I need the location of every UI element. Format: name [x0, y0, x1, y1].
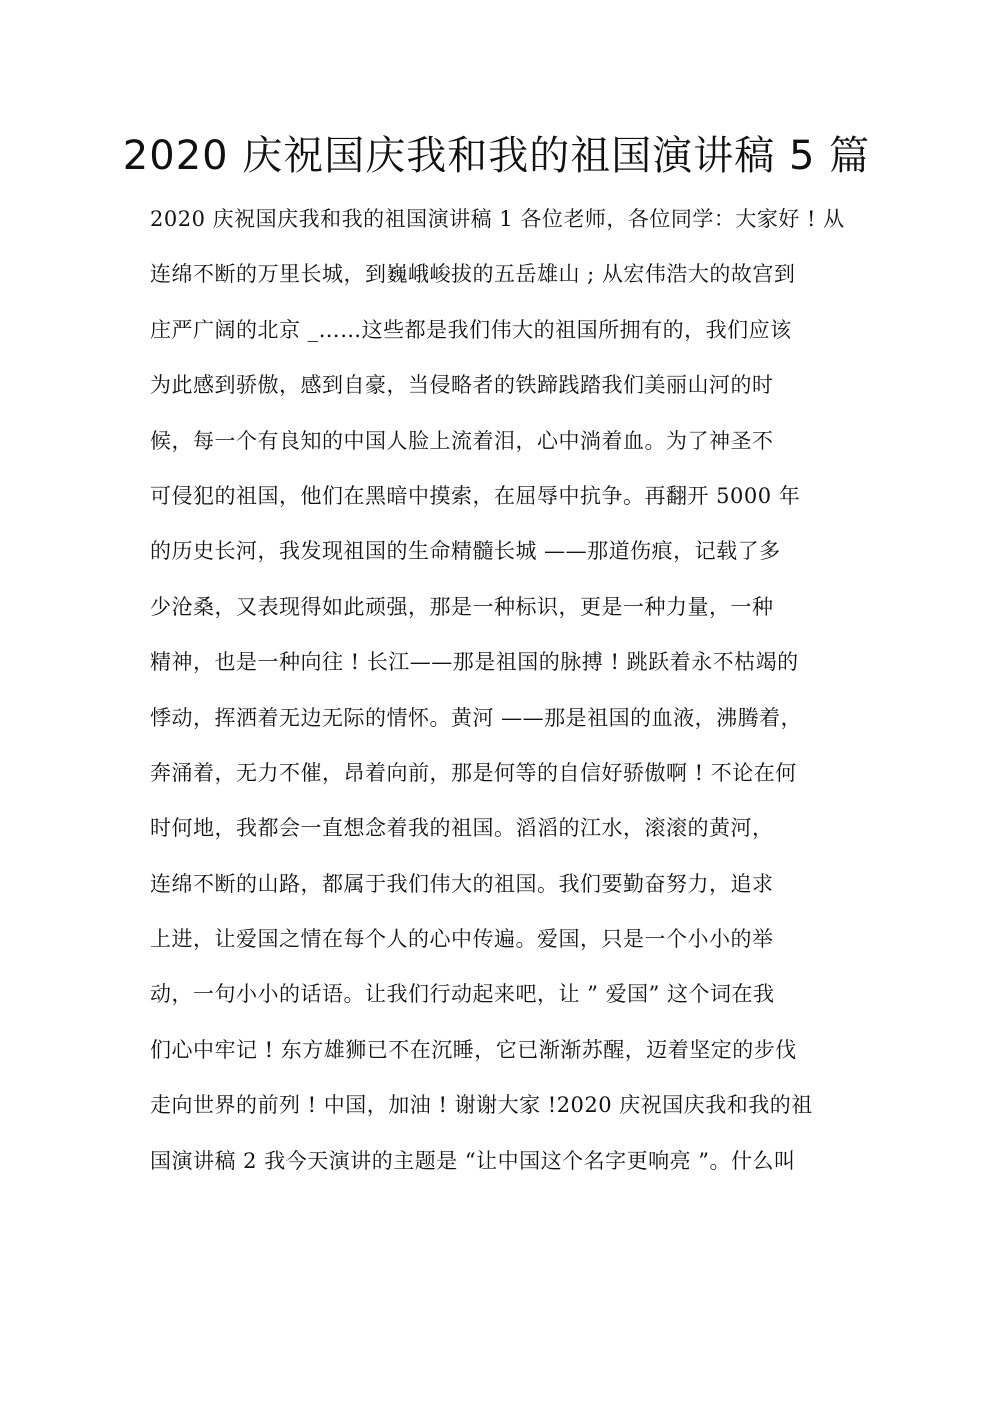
body-line: 少沧桑，又表现得如此顽强，那是一种标识，更是一种力量，一种: [150, 594, 774, 619]
document-body: [150, 196, 890, 1193]
body-line: 为此感到骄傲，感到自豪，当侵略者的铁蹄践踏我们美丽山河的时: [150, 373, 774, 398]
body-line: 走向世界的前列 ! 中国，加油 ! 谢谢大家 !2020 庆祝国庆我和我的祖: [150, 1093, 813, 1118]
body-line: 庄严广阔的北京 _……这些都是我们伟大的祖国所拥有的，我们应该: [150, 317, 792, 342]
body-line: 奔涌着，无力不催，昂着向前，那是何等的自信好骄傲啊 ! 不论在何: [150, 760, 797, 785]
body-line: 精神，也是一种向往 ! 长江——那是祖国的脉搏 ! 跳跃着永不枯竭的: [150, 650, 799, 675]
body-line: 时何地，我都会一直想念着我的祖国。滔滔的江水，滚滚的黄河，: [150, 816, 774, 841]
body-line: 候，每一个有良知的中国人脸上流着泪，心中淌着血。为了神圣不: [150, 428, 774, 453]
body-line: 连绵不断的山路，都属于我们伟大的祖国。我们要勤奋努力，追求: [150, 871, 774, 896]
document-title: 2020 庆祝国庆我和我的祖国演讲稿 5 篇: [122, 133, 871, 179]
body-line: 连绵不断的万里长城，到巍峨峻拔的五岳雄山 ; 从宏伟浩大的故宫到: [150, 262, 796, 287]
body-line: 上进，让爱国之情在每个人的心中传遍。爱国，只是一个小小的举: [150, 927, 774, 952]
body-line: 们心中牢记 ! 东方雄狮已不在沉睡，它已渐渐苏醒，迈着坚定的步伐: [150, 1037, 797, 1062]
body-line: 可侵犯的祖国，他们在黑暗中摸索，在屈辱中抗争。再翻开 5000 年: [150, 483, 801, 508]
body-line: 2020 庆祝国庆我和我的祖国演讲稿 1 各位老师，各位同学：大家好 ! 从: [150, 207, 845, 231]
body-line: 动，一句小小的话语。让我们行动起来吧，让 ” 爱国” 这个词在我: [150, 982, 775, 1007]
body-line: 国演讲稿 2 我今天演讲的主题是 “让中国这个名字更响亮 ”。什么叫: [150, 1148, 796, 1173]
body-line: 悸动，挥洒着无边无际的情怀。黄河 ——那是祖国的血液，沸腾着，: [150, 705, 803, 730]
body-line: 的历史长河，我发现祖国的生命精髓长城 ——那道伤痕，记载了多: [150, 539, 781, 564]
